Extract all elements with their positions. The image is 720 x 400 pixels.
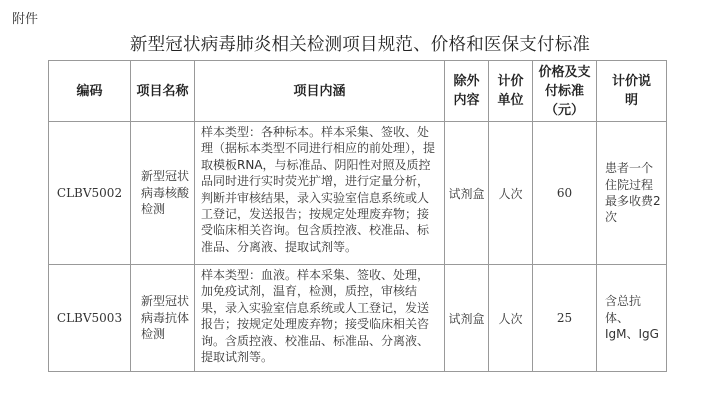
- header-code: 编码: [49, 61, 131, 122]
- table-row: [49, 265, 667, 372]
- table-header-row: [49, 61, 667, 122]
- header-unit: 计价单位: [489, 61, 533, 122]
- cell-excluded: 试剂盒: [445, 122, 489, 265]
- cell-item-name: 新型冠状病毒核酸检测: [131, 122, 195, 265]
- cell-item-name: 新型冠状病毒抗体检测: [131, 265, 195, 372]
- header-item-name: 项目名称: [131, 61, 195, 122]
- cell-price: 25: [533, 265, 597, 372]
- header-item-content: 项目内涵: [195, 61, 445, 122]
- header-price: 价格及支付标准（元）: [533, 61, 597, 122]
- cell-price: 60: [533, 122, 597, 265]
- cell-code: CLBV5003: [49, 265, 131, 372]
- pricing-table: [48, 60, 667, 372]
- cell-item-content: 样本类型：各种标本。样本采集、签收、处理（据标本类型不同进行相应的前处理），提取模板RNA，与标准品、阴阳性对照及质控品同时进行实时荧光扩增，进行定量分析，判断并审核结果，录入实验室信息系统或人工登记，发送报告；按规定处理废弃物；接受临床相关咨询。包含质控液、校准品、标准品、分离液、提取试剂等。: [195, 122, 445, 265]
- header-excluded: 除外内容: [445, 61, 489, 122]
- document-title: 新型冠状病毒肺炎相关检测项目规范、价格和医保支付标准: [129, 35, 591, 55]
- cell-excluded: 试剂盒: [445, 265, 489, 372]
- table-row: [49, 122, 667, 265]
- cell-item-content: 样本类型：血液。样本采集、签收、处理，加免疫试剂，温育，检测，质控，审核结果，录入实验室信息系统或人工登记，发送报告；按规定处理废弃物；接受临床相关咨询。含质控液、校准品、标准品、分离液、提取试剂等。: [195, 265, 445, 372]
- cell-note: 含总抗体、IgM、IgG: [597, 265, 667, 372]
- cell-code: CLBV5002: [49, 122, 131, 265]
- cell-note: 患者一个住院过程最多收费2次: [597, 122, 667, 265]
- header-note: 计价说明: [597, 61, 667, 122]
- cell-unit: 人次: [489, 265, 533, 372]
- cell-unit: 人次: [489, 122, 533, 265]
- attachment-label: 附件: [12, 12, 39, 27]
